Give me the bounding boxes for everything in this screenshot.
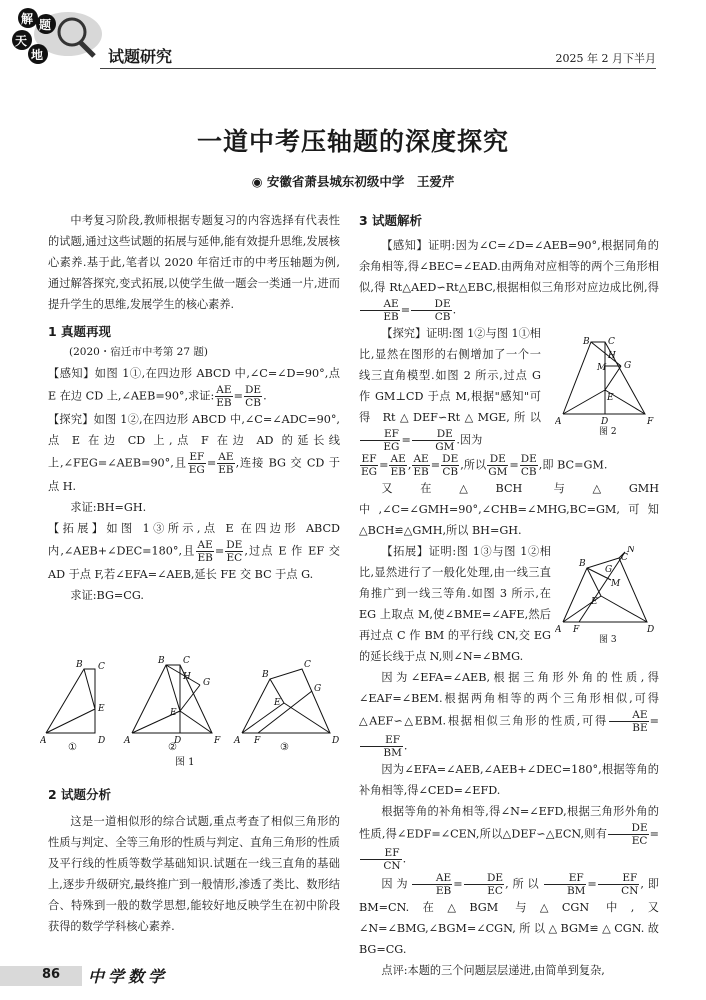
proof-2: 【探究】证明:图 1②与图 1①相比,显然在图形的右侧增加了一个一线三直角模型.如图 2 所示,过点 G 作 GM⊥CD 于点 M,根据"感知"可得 Rt△DEF∽Rt△MGE,所以 $\frac{EF}{EG}$ = $\frac{DE}{GM}$ .因为 bbox=[359, 327, 541, 453]
left-column bbox=[48, 210, 340, 606]
svg-text:A: A bbox=[40, 736, 47, 746]
page-number: 86 bbox=[42, 967, 61, 982]
svg-text:H: H bbox=[608, 351, 616, 361]
svg-text:D: D bbox=[174, 736, 182, 746]
header bbox=[0, 0, 706, 70]
svg-text:D: D bbox=[647, 625, 655, 635]
qiuzheng-1: 求证:BH=GH. bbox=[70, 501, 147, 514]
svg-text:C: C bbox=[608, 337, 615, 347]
svg-text:M: M bbox=[611, 579, 621, 589]
proof-5: 因为∠EFA=∠AEB,根据三角形外角的性质,得∠EAF=∠BEM.根据两角相等的两个三角形相似,可得△AEF∽△EBM.根据相似三角形的性质,可得 $\frac{AE}{BE}$ = $\frac{EF}{BM}$ . bbox=[359, 671, 659, 759]
svg-text:A: A bbox=[555, 625, 562, 635]
svg-text:B: B bbox=[579, 559, 586, 569]
figure-1 bbox=[40, 655, 340, 770]
svg-text:D: D bbox=[332, 736, 340, 746]
svg-text:E: E bbox=[170, 708, 177, 718]
svg-text:B: B bbox=[262, 670, 269, 680]
logo-char: 解 bbox=[21, 12, 34, 26]
fraction: $\frac{EF}{EG}$ bbox=[360, 428, 400, 453]
figure-1-label: ② bbox=[168, 742, 177, 753]
left-column-bottom bbox=[48, 784, 340, 937]
fraction: $\frac{AE}{EB}$ bbox=[360, 298, 400, 323]
svg-text:F: F bbox=[647, 417, 654, 427]
section-2-title: 2 试题分析 bbox=[48, 787, 112, 802]
svg-text:E: E bbox=[274, 698, 281, 708]
svg-text:E: E bbox=[591, 597, 598, 607]
svg-text:G: G bbox=[624, 361, 632, 371]
svg-text:E: E bbox=[607, 393, 614, 403]
svg-text:F: F bbox=[254, 736, 261, 746]
svg-text:A: A bbox=[555, 417, 562, 427]
article-author: ◉ 安徽省萧县城东初级中学 王爱芹 bbox=[251, 174, 455, 189]
svg-text:H: H bbox=[183, 672, 191, 682]
svg-text:D: D bbox=[98, 736, 106, 746]
fraction: $\frac{DE}{CB}$ bbox=[245, 384, 262, 409]
svg-text:M: M bbox=[597, 363, 607, 373]
proof-6: 因为∠EFA=∠AEB,∠AEB+∠DEC=180°,根据等角的补角相等,得∠CED=∠EFD. bbox=[359, 763, 659, 797]
svg-text:B: B bbox=[583, 337, 590, 347]
svg-text:N: N bbox=[627, 546, 635, 555]
proof-3: 又在△BCH 与△GMH 中,∠C=∠GMH=90°,∠CHB=∠MHG,BC=GM,可知△BCH≌△GMH,所以 BH=GH. bbox=[359, 482, 659, 537]
svg-text:F: F bbox=[214, 736, 221, 746]
svg-text:C: C bbox=[621, 553, 628, 563]
proof-4: 【拓展】证明:图 1③与图 1②相比,显然进行了一般化处理,由一线三直角推广到一线三等角.如图 3 所示,在 EG 上取点 M,使∠BME=∠AFE,然后再过点 C 作 BM 的平行线 CN,交 EG 的延长线于点 N,则∠N=∠BMG. bbox=[359, 545, 551, 663]
intro-paragraph: 中考复习阶段,教师根据专题复习的内容选择有代表性的试题,通过这些试题的拓展与延伸,能有效提升思维,发展核心素养.基于此,笔者以 2020 年宿迁市的中考压轴题为例,通过解答探究,变式拓展,以使学生做一题会一类通一片,进而提升学生的思维,发展学生的核心素养. bbox=[48, 214, 340, 311]
column-title: 试题研究 bbox=[108, 47, 173, 66]
section-3-title: 3 试题解析 bbox=[359, 213, 423, 228]
proof-1: 【感知】证明:因为∠C=∠D=∠AEB=90°,根据同角的余角相等,得∠BEC=∠EAD.由两角对应相等的两个三角形相似,得 Rt△AED∽Rt△EBC,根据相似三角形对应边成比例,得 $\frac{AE}{EB}$ = $\frac{DE}{CB}$ . bbox=[359, 239, 659, 323]
svg-text:B: B bbox=[158, 656, 165, 666]
fraction: $\frac{AE}{EB}$ bbox=[218, 451, 234, 476]
svg-text:C: C bbox=[183, 656, 190, 666]
figure-1-part-3 bbox=[242, 669, 330, 733]
comment: 点评:本题的三个问题层层递进,由简单到复杂, bbox=[381, 964, 605, 977]
logo-char: 地 bbox=[31, 48, 44, 62]
source-line: (2020・宿迁市中考第 27 题) bbox=[69, 346, 208, 358]
header-rule bbox=[100, 68, 656, 69]
svg-text:C: C bbox=[98, 662, 105, 672]
svg-text:C: C bbox=[304, 660, 311, 670]
svg-text:G: G bbox=[203, 678, 211, 688]
svg-text:G: G bbox=[314, 684, 322, 694]
figure-2 bbox=[555, 336, 665, 436]
tanjiu-paragraph: 【探究】如图 1②,在四边形 ABCD 中,∠C=∠ADC=90°,点 E 在边 CD 上,点 F 在边 AD 的延长线上,∠FEG=∠AEB=90°,且 $\frac{EF}{EG}$ = $\frac{AE}{EB}$ ,连接 BG 交 CD 于点 H. bbox=[48, 413, 340, 493]
svg-text:A: A bbox=[124, 736, 131, 746]
svg-text:B: B bbox=[76, 660, 83, 670]
figure-1-part-1 bbox=[46, 669, 95, 733]
figure-3 bbox=[555, 546, 665, 646]
section-1-title: 1 真题再现 bbox=[48, 324, 112, 339]
article-title: 一道中考压轴题的深度探究 bbox=[196, 127, 509, 156]
logo-char: 题 bbox=[39, 18, 52, 32]
fraction: $\frac{DE}{EC}$ bbox=[226, 539, 243, 564]
figure-1-label: ③ bbox=[280, 742, 289, 753]
svg-text:D: D bbox=[601, 417, 609, 427]
fraction: $\frac{AE}{EB}$ bbox=[216, 384, 232, 409]
proof-7: 根据等角的补角相等,得∠N=∠EFD,根据三角形外角的性质,得∠EDF=∠CEN,所以△DEF∽△ECN,则有 $\frac{DE}{EC}$ = $\frac{EF}{CN}$ . bbox=[359, 805, 659, 872]
ganzhi-paragraph: 【感知】如图 1①,在四边形 ABCD 中,∠C=∠D=90°,点 E 在边 CD 上,∠AEB=90°,求证: $\frac{AE}{EB}$ = $\frac{DE}{CB}$ . bbox=[48, 367, 340, 409]
analysis-paragraph: 这是一道相似形的综合试题,重点考查了相似三角形的性质与判定、全等三角形的性质与判定、直角三角形的性质及平行线的性质等数学基础知识.试题在一线三直角的基础上,逐步升级研究,最终推广到一般情形,渗透了类比、数形结合、特殊到一般的数学思想,能较好地反映学生在初中阶段获得的数学学科核心素养. bbox=[48, 815, 340, 933]
svg-text:A: A bbox=[234, 736, 241, 746]
proof-8: 因为 $\frac{AE}{EB}$ = $\frac{DE}{EC}$ ,所以 $\frac{EF}{BM}$ = $\frac{EF}{CN}$ ,即 BM=CN.在△BGM 与△CGN 中,又∠N=∠BMG,∠BGM=∠CGN,所以△BGM≌△CGN.故 BG=CG. bbox=[359, 872, 659, 956]
figure-1-part-2 bbox=[132, 665, 212, 733]
page-number-band bbox=[0, 966, 82, 986]
fraction: $\frac{AE}{EB}$ bbox=[197, 539, 213, 564]
footer bbox=[0, 962, 706, 992]
tuozhan-paragraph: 【拓展】如图 1③所示,点 E 在四边形 ABCD 内,∠AEB+∠DEC=180°,且 $\frac{AE}{EB}$ = $\frac{DE}{EC}$ ,过点 E 作 EF 交 AD 于点 F,若∠EFA=∠AEB,延长 FE 交 BC 于点 G. bbox=[48, 522, 340, 581]
svg-text:E: E bbox=[98, 704, 105, 714]
fraction: $\frac{DE}{CB}$ bbox=[411, 298, 451, 323]
svg-text:F: F bbox=[573, 625, 580, 635]
fraction: $\frac{EF}{EG}$ bbox=[188, 451, 205, 476]
svg-text:G: G bbox=[605, 565, 613, 575]
figure-2-caption: 图 2 bbox=[599, 427, 617, 436]
issue-date: 2025 年 2 月下半月 bbox=[555, 52, 656, 65]
figure-1-caption: 图 1 bbox=[175, 757, 195, 768]
figure-1-label: ① bbox=[68, 742, 77, 753]
magazine-name: 中学数学 bbox=[88, 967, 169, 986]
proof-2-cont: $\frac{EF}{EG}$ = $\frac{AE}{EB}$ , $\frac{AE}{EB}$ = $\frac{DE}{CB}$ ,所以 $\frac{DE}{GM}$ = $\frac{DE}{CB}$ ,即 BC=GM. bbox=[361, 453, 608, 478]
qiuzheng-2: 求证:BG=CG. bbox=[70, 589, 144, 602]
figure-3-caption: 图 3 bbox=[599, 635, 617, 645]
fraction: $\frac{DE}{GM}$ bbox=[412, 428, 456, 453]
logo-char: 天 bbox=[15, 34, 28, 48]
